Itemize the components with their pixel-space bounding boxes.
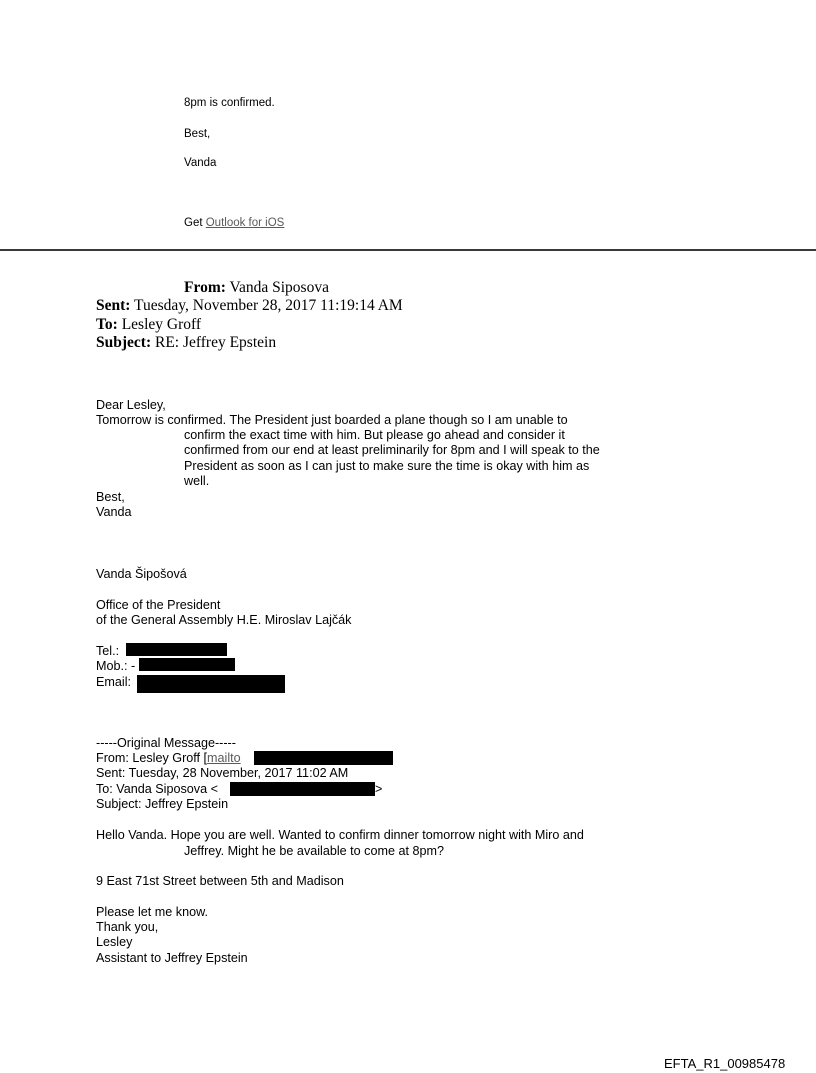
original-message-line-1: Hello Vanda. Hope you are well. Wanted to confirm dinner tomorrow night with Miro and <box>96 828 584 842</box>
redaction-original-to-email <box>230 782 375 796</box>
body-line-4: President as soon as I can just to make sure the time is okay with him as <box>184 459 590 473</box>
reply-line-best: Best, <box>184 128 211 140</box>
header-to-value: Lesley Groff <box>117 316 202 333</box>
redaction-original-from-email <box>254 751 393 765</box>
redaction-email <box>137 675 285 693</box>
original-message-marker: -----Original Message----- <box>96 736 236 750</box>
header-sent-value: Tuesday, November 28, 2017 11:19:14 AM <box>130 297 403 314</box>
header-from-label: From: <box>184 279 226 296</box>
original-from-mailto-link[interactable]: mailto <box>207 751 241 765</box>
header-subject-value: RE: Jeffrey Epstein <box>151 334 277 351</box>
header-sent-label: Sent: <box>96 297 131 314</box>
outlook-prefix: Get <box>184 217 206 229</box>
document-id: EFTA_R1_00985478 <box>664 1056 786 1071</box>
outlook-ios-link[interactable]: Outlook for iOS <box>205 217 285 229</box>
signature-office-line-1: Office of the President <box>96 598 221 612</box>
header-to-label: To: <box>96 316 118 333</box>
original-subject: Subject: Jeffrey Epstein <box>96 797 229 811</box>
original-message-line-2: Jeffrey. Might he be available to come at 8pm? <box>184 844 444 858</box>
reply-line-name: Vanda <box>184 157 217 169</box>
body-line-1: Tomorrow is confirmed. The President just boarded a plane though so I am unable to <box>96 413 568 427</box>
header-from <box>184 279 329 297</box>
original-to-suffix: > <box>375 782 383 796</box>
body-line-3: confirmed from our end at least preliminarily for 8pm and I will speak to the <box>184 443 600 457</box>
reply-line-confirmed: 8pm is confirmed. <box>184 97 275 109</box>
redaction-mobile <box>139 658 235 671</box>
signature-mob-label: Mob.: - <box>96 659 136 673</box>
body-signoff: Best, <box>96 490 125 504</box>
signature-tel-label: Tel.: <box>96 644 120 658</box>
original-address: 9 East 71st Street between 5th and Madison <box>96 874 344 888</box>
original-close-line-4: Assistant to Jeffrey Epstein <box>96 951 248 965</box>
original-close-line-1: Please let me know. <box>96 905 209 919</box>
header-sent <box>96 297 403 315</box>
header-to <box>96 316 201 334</box>
header-subject <box>96 334 276 352</box>
signature-full-name: Vanda Šipošová <box>96 567 187 581</box>
signature-email-label: Email: <box>96 675 131 689</box>
original-from <box>96 751 241 766</box>
body-greeting: Dear Lesley, <box>96 398 166 412</box>
original-sent: Sent: Tuesday, 28 November, 2017 11:02 AM <box>96 766 349 780</box>
original-close-line-3: Lesley <box>96 935 133 949</box>
message-divider <box>0 249 816 251</box>
outlook-promo <box>184 216 284 230</box>
header-from-value: Vanda Siposova <box>225 279 329 296</box>
body-name: Vanda <box>96 505 132 519</box>
header-subject-label: Subject: <box>96 334 152 351</box>
redaction-tel <box>126 643 227 656</box>
original-to: To: Vanda Siposova < <box>96 782 218 796</box>
body-line-5: well. <box>184 474 210 488</box>
original-close-line-2: Thank you, <box>96 920 159 934</box>
body-line-2: confirm the exact time with him. But please go ahead and consider it <box>184 428 565 442</box>
signature-office-line-2: of the General Assembly H.E. Miroslav Lajčák <box>96 613 352 627</box>
original-from-prefix: From: Lesley Groff [ <box>96 751 208 765</box>
